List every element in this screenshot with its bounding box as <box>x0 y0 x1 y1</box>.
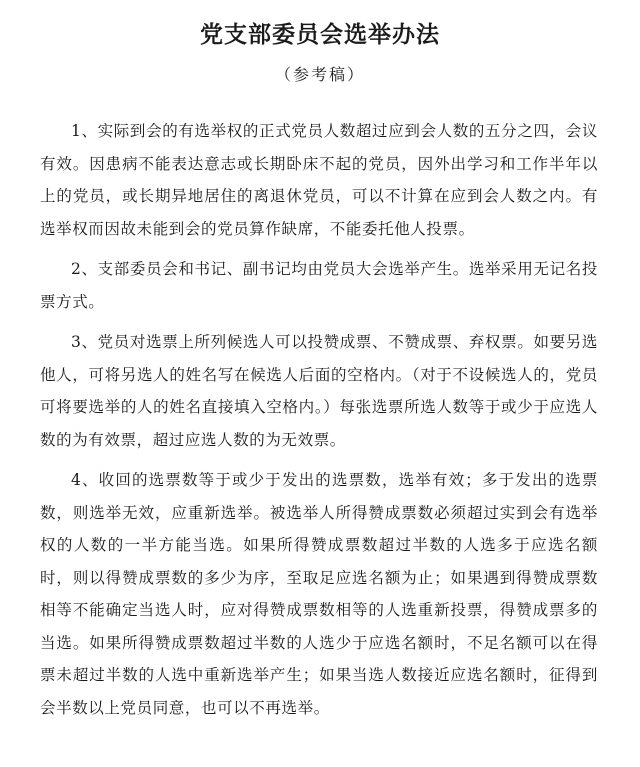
paragraph-2: 2、支部委员会和书记、副书记均由党员大会选举产生。选举采用无记名投票方式。 <box>40 260 598 311</box>
document-title: 党支部委员会选举办法 <box>200 21 440 48</box>
paragraph-4: 4、收回的选票数等于或少于发出的选票数，选举有效；多于发出的选票数，则选举无效，应重新选举。被选举人所得赞成票数必须超过实到会有选举权的人数的一半方能当选。如果所得赞成票数超过半数的人选多于应选名额时，则以得赞成票数的多少为序，至取足应选名额为止；如果遇到得赞成票数相等不能确定当选人时，应对得赞成票数相等的人选重新投票，得赞成票多的当选。如果所得赞成票数超过半数的人选少于应选名额时，不足名额可以在得票未超过半数的人选中重新选举产生；如果当选人数接近应选名额时，征得到会半数以上党员同意，也可以不再选举。 <box>40 471 598 717</box>
document-body <box>40 115 598 732</box>
paragraph-3: 3、党员对选票上所列候选人可以投赞成票、不赞成票、弃权票。如要另选他人，可将另选人的姓名写在候选人后面的空格内。（对于不设候选人的，党员可将要选举的人的姓名直接填入空格内。）每张选票所选人数等于或少于应选人数的为有效票，超过应选人数的为无效票。 <box>40 333 598 449</box>
paragraph-1: 1、实际到会的有选举权的正式党员人数超过应到会人数的五分之四，会议有效。因患病不能表达意志或长期卧床不起的党员，因外出学习和工作半年以上的党员，或长期异地居住的离退休党员，可以不计算在应到会人数之内。有选举权而因故未能到会的党员算作缺席，不能委托他人投票。 <box>40 122 598 238</box>
document-subtitle: （参考稿） <box>274 65 365 84</box>
